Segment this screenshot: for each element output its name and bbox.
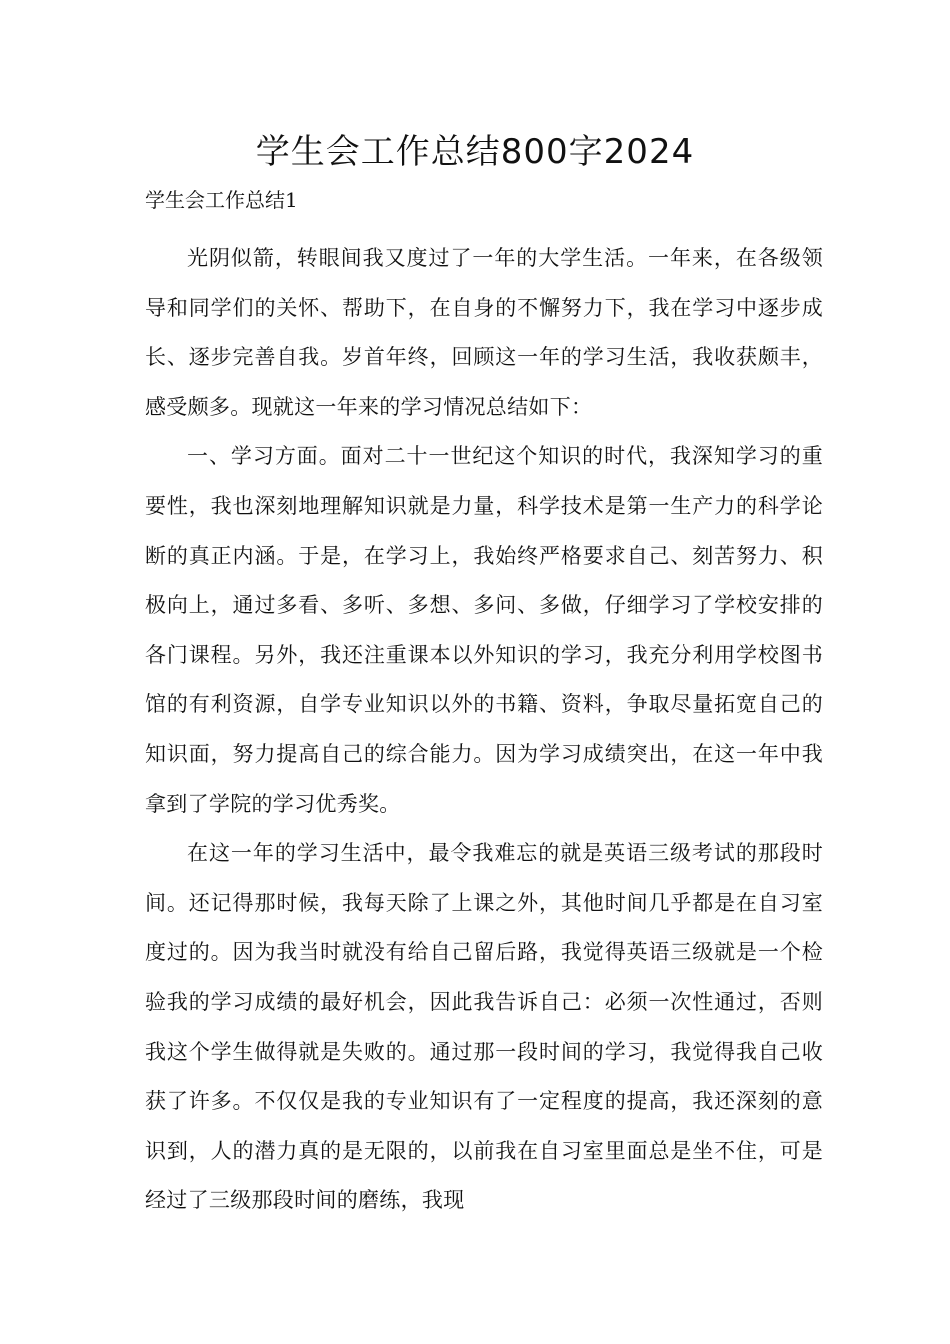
paragraph-intro: 光阴似箭，转眼间我又度过了一年的大学生活。一年来，在各级领导和同学们的关怀、帮助下，在自身的不懈努力下，我在学习中逐步成长、逐步完善自我。岁首年终，回顾这一年的学习生活，我收获颇丰，感受颇多。现就这一年来的学习情况总结如下： <box>145 246 823 419</box>
document-title: 学生会工作总结800字2024 <box>255 132 695 172</box>
section-heading: 学生会工作总结1 <box>145 188 298 212</box>
paragraph-english-exam: 在这一年的学习生活中，最令我难忘的就是英语三级考试的那段时间。还记得那时候，我每天除了上课之外，其他时间几乎都是在自习室度过的。因为我当时就没有给自己留后路，我觉得英语三级就是一个检验我的学习成绩的最好机会，因此我告诉自己：必须一次性通过，否则我这个学生做得就是失败的。通过那一段时间的学习，我觉得我自己收获了许多。不仅仅是我的专业知识有了一定程度的提高，我还深刻的意识到，人的潜力真的是无限的，以前我在自习室里面总是坐不住，可是经过了三级那段时间的磨练，我现 <box>145 841 823 1213</box>
paragraph-study: 一、学习方面。面对二十一世纪这个知识的时代，我深知学习的重要性，我也深刻地理解知识就是力量，科学技术是第一生产力的科学论断的真正内涵。于是，在学习上，我始终严格要求自己、刻苦努力、积极向上，通过多看、多听、多想、多问、多做，仔细学习了学校安排的各门课程。另外，我还注重课本以外知识的学习，我充分利用学校图书馆的有利资源，自学专业知识以外的书籍、资料，争取尽量拓宽自己的知识面，努力提高自己的综合能力。因为学习成绩突出，在这一年中我拿到了学院的学习优秀奖。 <box>145 444 823 816</box>
document-body <box>145 234 823 1226</box>
